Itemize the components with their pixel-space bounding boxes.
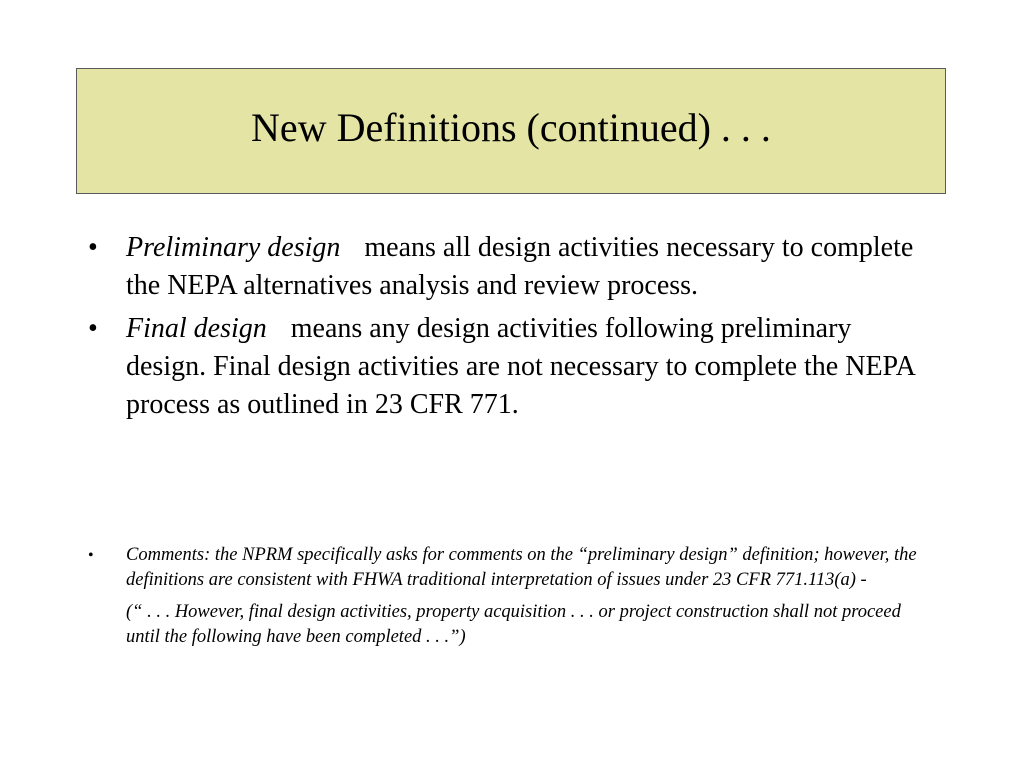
definition-item-preliminary-design bbox=[84, 229, 934, 305]
definition-term: Final design bbox=[126, 313, 267, 344]
comments-section bbox=[84, 543, 934, 650]
definition-text: means any design activities following preliminary design. Final design activities are not necessary to complete the NEPA process as outlined in 23 CFR 771. bbox=[126, 313, 915, 420]
bullet-icon: • bbox=[88, 313, 98, 344]
bullet-icon: • bbox=[88, 232, 98, 263]
comment-text: Comments: the NPRM specifically asks for comments on the “preliminary design” definition; however, the definitions are consistent with FHWA traditional interpretation of issues under 23 CFR 771.113(a) - bbox=[126, 545, 917, 590]
definition-text: means all design activities necessary to complete the NEPA alternatives analysis and review process. bbox=[126, 232, 914, 301]
slide-title: New Definitions (continued) . . . bbox=[251, 105, 771, 150]
title-box bbox=[76, 68, 946, 194]
definition-list bbox=[84, 229, 934, 429]
definition-item-final-design bbox=[84, 310, 934, 424]
definition-term: Preliminary design bbox=[126, 232, 341, 263]
comment-quote: (“ . . . However, final design activities, property acquisition . . . or project construction shall not proceed until the following have been completed . . .”) bbox=[126, 602, 901, 647]
bullet-icon: • bbox=[88, 547, 94, 564]
comment-item bbox=[84, 543, 934, 593]
